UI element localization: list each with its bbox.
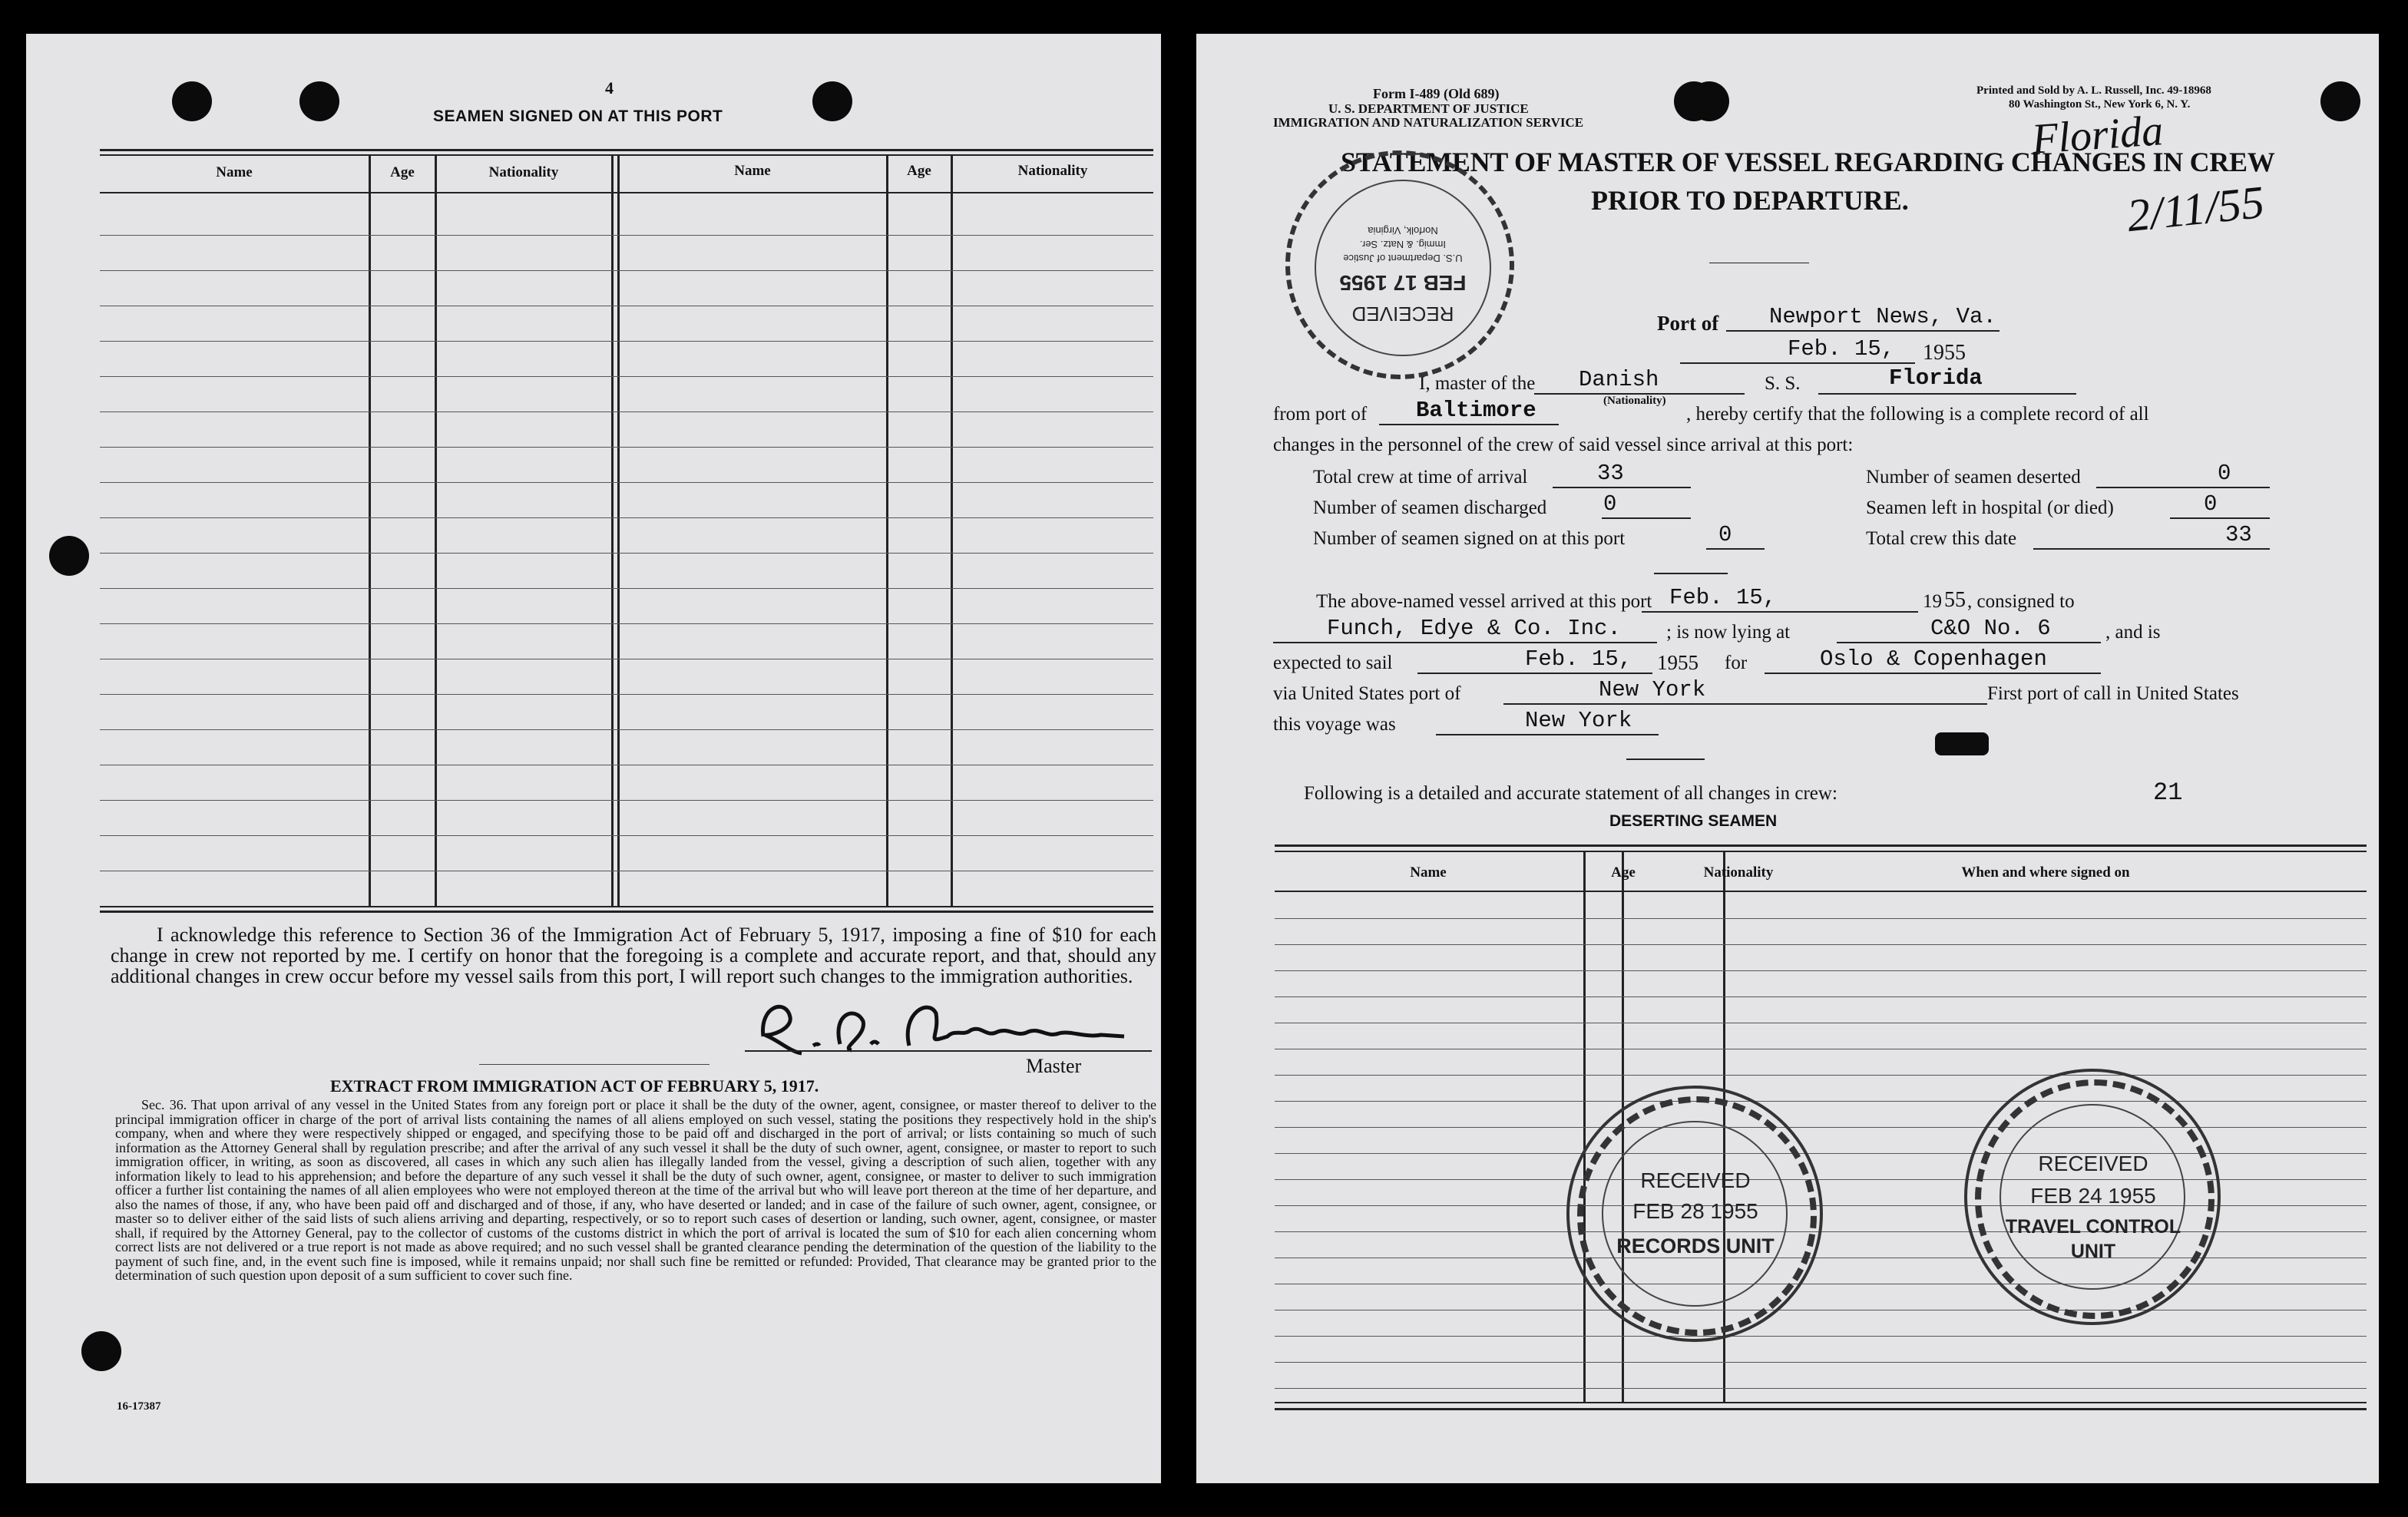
table-row [1275,970,2367,971]
expected-sail-value: Feb. 15, [1525,646,1632,672]
voyage-label: this voyage was [1273,714,1396,735]
column-header: Age [907,163,931,179]
year-value: 1955 [1923,341,1966,365]
from-port-label: from port of [1273,404,1368,425]
following-label: Following is a detailed and accurate statement of all changes in crew: [1304,783,1837,804]
arrived-date-value: Feb. 15, [1669,585,1777,610]
hospital-value: 0 [2204,491,2218,517]
port-of-value: Newport News, Va. [1769,304,1996,329]
date-value: Feb. 15, [1788,336,1895,362]
and-is-label: , and is [2105,622,2161,643]
via-port-value: New York [1599,677,1706,702]
table-row [100,411,1153,412]
deserting-heading: DESERTING SEAMEN [1609,812,1778,830]
table-row [1275,918,2367,919]
table-row [100,588,1153,589]
acknowledgement-text: I acknowledge this reference to Section 36 of the Immigration Act of February 5, 1917, imposing a fine of $10 for each change in crew not reported by me. I certify on honor that the foregoing is a complete and accurate report, and that, should any additional changes in crew occur before my vessel sails from this port, I will report such changes to the immigration authorities. [111,924,1156,987]
table-row [100,447,1153,448]
master-of-label: I, master of the [1419,373,1536,394]
table-row [100,482,1153,483]
table-row [1275,996,2367,997]
lying-label: ; is now lying at [1666,622,1791,643]
table-row [100,623,1153,624]
certify-text: , hereby certify that the following is a complete record of all [1686,404,2149,425]
handwritten-ship-name: Florida [2030,107,2165,164]
punch-hole [172,81,212,121]
column-header: Age [1611,864,1636,881]
column-header: Nationality [1703,864,1774,881]
hospital-label: Seamen left in hospital (or died) [1866,497,2114,518]
column-header: Name [1410,864,1447,881]
section-heading: SEAMEN SIGNED ON AT THIS PORT [433,107,723,125]
master-signature [717,983,1147,1067]
table-row [100,553,1153,554]
table-row [100,800,1153,801]
arrived-year-value: 55 [1944,588,1966,612]
signed-on-value: 0 [1718,522,1732,547]
column-header: Age [390,164,415,180]
table-row [1275,1362,2367,1363]
consignee-value: Funch, Edye & Co. Inc. [1327,616,1621,641]
punch-hole [81,1331,121,1371]
total-crew-arrival-value: 33 [1597,461,1624,486]
table-row [100,517,1153,518]
punch-hole [2320,81,2360,121]
handwritten-date: 2/11/55 [2124,176,2267,242]
ship-name-value: Florida [1889,365,1983,391]
table-row [100,235,1153,236]
right-page [1196,34,2379,1483]
received-stamp-travel-control: RECEIVED FEB 24 1955 TRAVEL CONTROL UNIT [1964,1069,2222,1327]
form-code: 16-17387 [117,1400,161,1413]
divider [1654,573,1728,574]
divider [479,1064,710,1065]
punch-hole [299,81,339,121]
lying-at-value: C&O No. 6 [1930,616,2051,641]
arrived-year-prefix: 19 [1923,591,1942,612]
form-title-line2: PRIOR TO DEPARTURE. [1591,185,1909,216]
received-stamp-norfolk: RECEIVED FEB 17 1955 U.S. Department of Justice Immig. & Natz. Ser. Norfolk, Virginia [1290,155,1514,379]
discharged-label: Number of seamen discharged [1313,497,1547,518]
ss-label: S. S. [1765,373,1801,394]
first-port-label: First port of call in United States [1987,683,2239,704]
total-crew-arrival-label: Total crew at time of arrival [1313,467,1528,487]
column-header: Nationality [1017,163,1088,179]
changes-text: changes in the personnel of the crew of said vessel since arrival at this port: [1273,435,1854,455]
service: IMMIGRATION AND NATURALIZATION SERVICE [1273,115,1584,130]
deserted-label: Number of seamen deserted [1866,467,2081,487]
nationality-caption: (Nationality) [1603,395,1666,407]
column-header: Nationality [488,164,559,180]
total-crew-date-value: 33 [2225,522,2252,547]
expected-year: 1955 [1657,651,1698,674]
redaction-mark [1935,732,1989,755]
table-row [1275,944,2367,945]
via-label: via United States port of [1273,683,1461,704]
table-row [100,835,1153,836]
left-page [26,34,1161,1483]
punch-hole [49,536,89,576]
form-number: Form I-489 (Old 689) [1373,86,1500,101]
form-title: STATEMENT OF MASTER OF VESSEL REGARDING CHANGES IN CREW [1341,147,2275,177]
arrived-label: The above-named vessel arrived at this port [1316,591,1652,612]
table-row [100,270,1153,271]
signed-on-label: Number of seamen signed on at this port [1313,528,1626,549]
deserted-value: 0 [2218,461,2231,486]
extract-title: EXTRACT FROM IMMIGRATION ACT OF FEBRUARY 5, 1917. [330,1076,819,1096]
consigned-label: , consigned to [1967,591,2075,612]
received-stamp-records-unit: RECEIVED FEB 28 1955 RECORDS UNIT [1566,1086,1824,1343]
destination-value: Oslo & Copenhagen [1820,646,2047,672]
for-label: for [1725,653,1748,673]
table-row [100,376,1153,377]
total-crew-date-label: Total crew this date [1866,528,2017,549]
table-row [1275,1388,2367,1389]
master-label: Master [1026,1055,1082,1077]
discharged-value: 0 [1603,491,1617,517]
extract-text: Sec. 36. That upon arrival of any vessel in the United States from any foreign port or place it shall be the duty of the owner, agent, consignee, or master thereof to deliver to the principal immigration officer in charge of the port of arrival lists containing the names of all aliens employed on such vessel, stating the positions they respectively hold in the ship's company, when and where they were respectively shipped or engaged, and specifying those to be paid off and discharged in the port of arrival; or lists containing so much of such information as the Attorney General shall by regulation prescribe; and after the arrival of any such vessel it shall be the duty of such owner, agent, consignee, or master to report to such immigration officer, in writing, as soon as discovered, all cases in which any such alien has illegally landed from the vessel, giving a description of such alien, together with any information likely to lead to his apprehension; and before the departure of any such vessel it shall be the duty of such owner, agent, consignee, or master to deliver to such immigration officer a further list containing the names of all alien employees who were not employed thereon at the time of the arrival but who will leave port thereon at the time of her departure, and also the names of those, if any, who have been paid off and discharged and of those, if any, who have deserted or landed; and in case of the failure of such owner, agent, consignee, or master so to deliver either of the said lists of such aliens arriving and departing, respectively, or so to report such cases of desertion or landing, such owner, agent, consignee, or master shall, if required by the Attorney General, pay to the collector of customs of the customs district in which the port of arrival is located the sum of $10 for each alien concerning whom correct lists are not delivered or a true report is not made as above required; and no such vessel shall be granted clearance pending the determination of the question of the liability to the payment of such fine, and, in the event such fine is imposed, while it remains unpaid; nor shall such fine be remitted or refunded: Provided, That clearance may be granted prior to the determination of such question upon deposit of a sum sufficient to cover such fine. [115,1097,1156,1283]
printer-line: 80 Washington St., New York 6, N. Y. [2009,98,2191,111]
punch-hole [1689,81,1729,121]
table-row [100,341,1153,342]
nationality-value: Danish [1579,367,1659,392]
table-row [100,729,1153,730]
signature-line [745,1050,1152,1052]
port-label: Port of [1657,312,1719,335]
printer-line: Printed and Sold by A. L. Russell, Inc. 49-18968 [1976,84,2211,97]
following-value: 21 [2153,778,2183,807]
department: U. S. DEPARTMENT OF JUSTICE [1328,101,1529,116]
page-number: 4 [605,78,614,97]
table-row [100,694,1153,695]
punch-hole [812,81,852,121]
divider [1626,758,1705,760]
column-header: When and where signed on [1961,864,2130,881]
from-port-value: Baltimore [1416,398,1536,423]
expected-label: expected to sail [1273,653,1393,673]
voyage-value: New York [1525,708,1632,733]
column-header: Name [734,163,771,179]
column-header: Name [216,164,253,180]
